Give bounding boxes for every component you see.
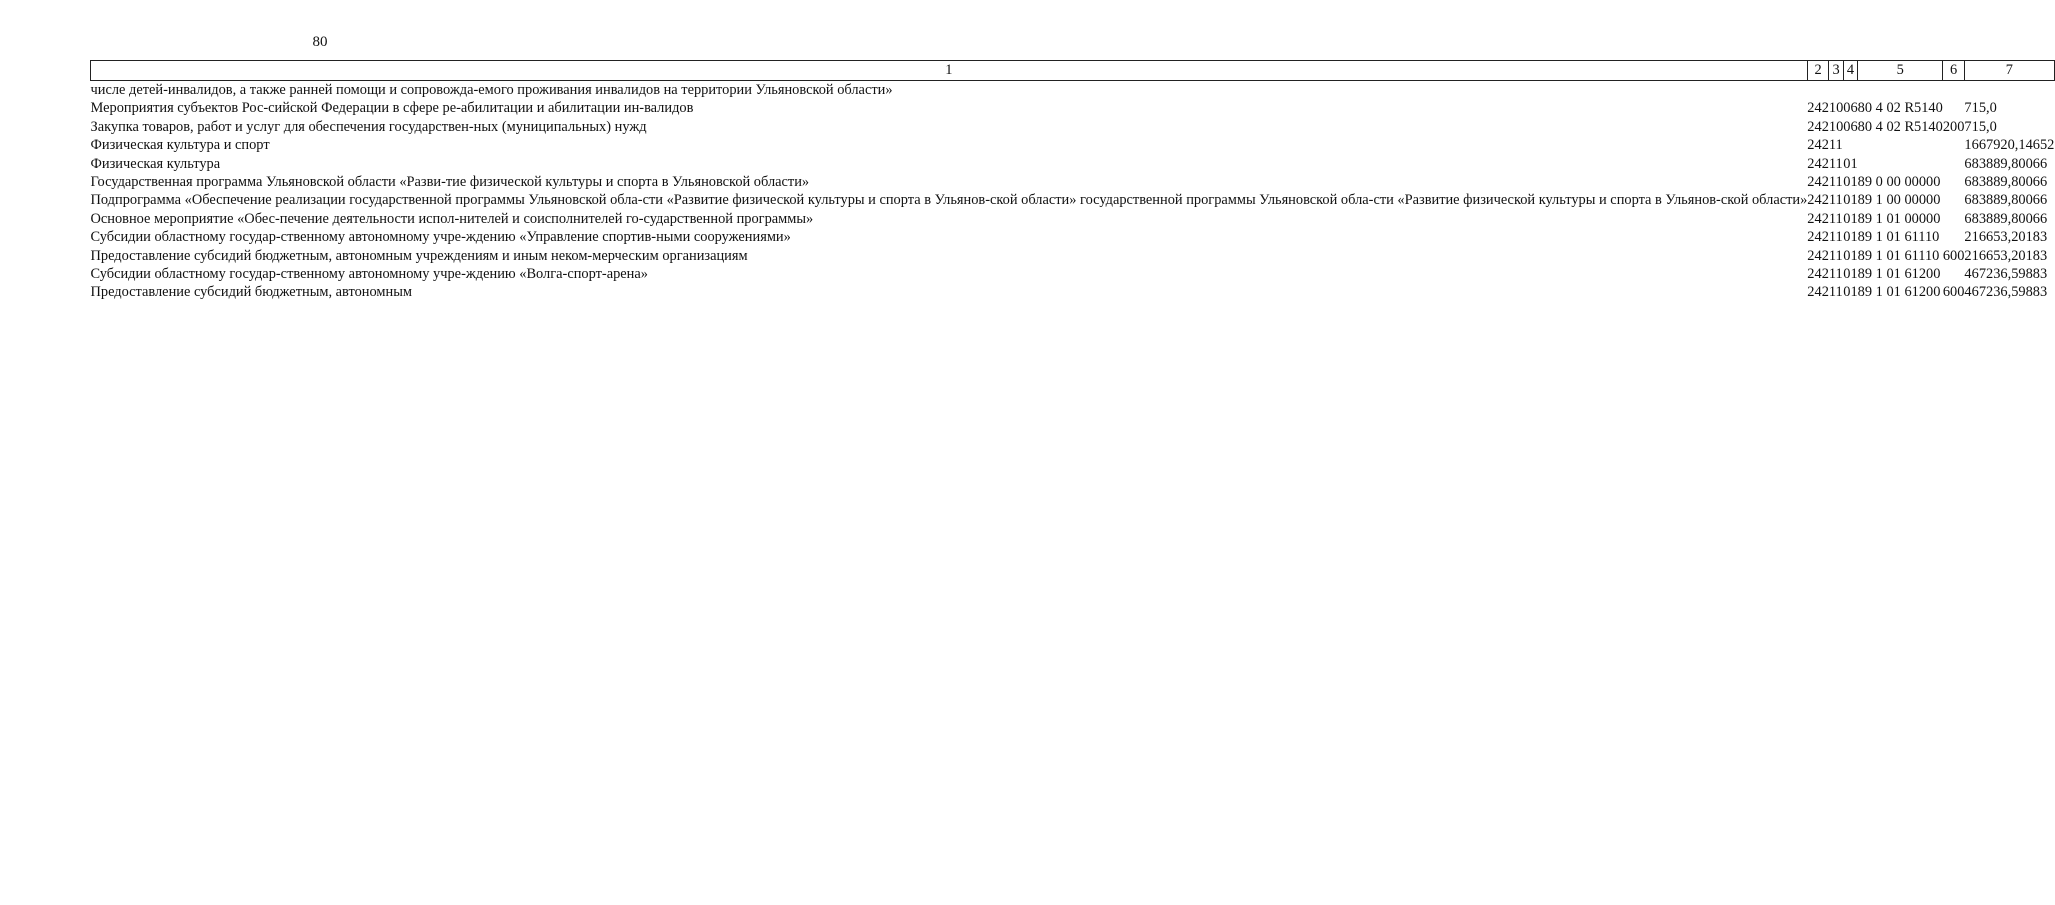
- expense-type: [1943, 136, 1965, 154]
- ministry-code: 242: [1807, 247, 1829, 264]
- table-row: [91, 247, 2055, 265]
- col-header-6: 6: [1943, 61, 1965, 81]
- col-header-5: 5: [1858, 61, 1943, 81]
- ministry-code: 242: [1807, 284, 1829, 301]
- target-article: 89 1 01 61110: [1857, 229, 1940, 246]
- section-code: 11: [1828, 229, 1843, 246]
- target-article: 89 1 01 61110: [1857, 247, 1940, 264]
- expense-type: 200: [1942, 118, 1965, 135]
- expense-type: 600: [1942, 284, 1965, 301]
- amount: 683889,80066: [1964, 155, 2048, 172]
- item-name: Мероприятия субъектов Рос-сийской Федерации в сфере ре-абилитации и абилитации ин-валидов: [90, 100, 694, 117]
- subsection-code: [1843, 81, 1857, 100]
- item-name: Субсидии областному государ-ственному автономному учре-ждению «Управление спортив-ными сооружениями»: [90, 229, 791, 246]
- amount: 683889,80066: [1964, 192, 2048, 209]
- ministry-code: 242: [1807, 229, 1829, 246]
- expense-type: [1943, 81, 1965, 100]
- table-row: [91, 228, 2055, 246]
- section-code: 11: [1828, 210, 1843, 227]
- expense-type: [1943, 155, 1965, 173]
- subsection-code: 01: [1843, 229, 1858, 246]
- item-name: Предоставление субсидий бюджетным, автономным: [90, 284, 412, 301]
- ministry-code: 242: [1807, 210, 1829, 227]
- expense-type: [1943, 173, 1965, 191]
- target-article: 80 4 02 R5140: [1857, 118, 1943, 135]
- target-article: 89 1 00 00000: [1857, 192, 1941, 209]
- subsection-code: 01: [1843, 247, 1858, 264]
- table-row: [91, 99, 2055, 117]
- subsection-code: [1843, 136, 1857, 154]
- expense-type: [1943, 265, 1965, 283]
- ministry-code: 242: [1807, 174, 1829, 191]
- target-article: [1858, 81, 1943, 100]
- amount: 467236,59883: [1964, 284, 2048, 301]
- section-code: 11: [1828, 266, 1843, 283]
- amount: 1667920,14652: [1964, 137, 2055, 154]
- subsection-code: 01: [1843, 210, 1858, 227]
- section-code: 10: [1828, 118, 1844, 135]
- amount: 216653,20183: [1964, 229, 2048, 246]
- table-row: [91, 210, 2055, 228]
- col-header-1: 1: [91, 61, 1808, 81]
- col-header-2: 2: [1807, 61, 1829, 81]
- ministry-code: 242: [1807, 155, 1829, 172]
- ministry-code: [1807, 81, 1829, 100]
- amount: 715,0: [1964, 100, 1997, 117]
- subsection-code: 01: [1843, 174, 1858, 191]
- subsection-code: 01: [1843, 266, 1858, 283]
- ministry-code: 242: [1807, 192, 1829, 209]
- target-article: 89 1 01 00000: [1857, 210, 1941, 227]
- table-row: [91, 81, 2055, 100]
- col-header-3: 3: [1829, 61, 1843, 81]
- target-article: [1858, 155, 1943, 173]
- item-name: Основное мероприятие «Обес-печение деятельности испол-нителей и соисполнителей го-сударственной программы»: [90, 210, 814, 227]
- table-row: [91, 118, 2055, 136]
- col-header-7: 7: [1964, 61, 2054, 81]
- target-article: 89 0 00 00000: [1857, 174, 1941, 191]
- table-row: [91, 136, 2055, 154]
- amount: 683889,80066: [1964, 210, 2048, 227]
- item-name: Субсидии областному государ-ственному автономному учре-ждению «Волга-спорт-арена»: [90, 266, 648, 283]
- table-row: [91, 155, 2055, 173]
- ministry-code: 242: [1807, 118, 1829, 135]
- amount: 683889,80066: [1964, 174, 2048, 191]
- budget-table: [90, 60, 2055, 302]
- subsection-code: 06: [1843, 100, 1858, 117]
- subsection-code: 01: [1843, 192, 1858, 209]
- expense-type: 600: [1942, 247, 1965, 264]
- item-name: Подпрограмма «Обеспечение реализации государственной программы Ульяновской обла-сти «Развитие физической культуры и спорта в Ульянов-ской области» государственной программы Ульяновской обла-сти «Развитие физической культуры и спорта в Ульянов-ской области»: [90, 192, 1808, 209]
- section-code: 11: [1828, 247, 1843, 264]
- amount: 467236,59883: [1964, 266, 2048, 283]
- section-code: 11: [1828, 174, 1843, 191]
- subsection-code: 06: [1843, 118, 1858, 135]
- col-header-4: 4: [1843, 61, 1857, 81]
- target-article: [1858, 136, 1943, 154]
- section-code: 11: [1828, 137, 1843, 154]
- item-name: Государственная программа Ульяновской области «Разви-тие физической культуры и спорта в Ульяновской области»: [90, 174, 810, 191]
- ministry-code: 242: [1807, 100, 1829, 117]
- expense-type: [1943, 210, 1965, 228]
- table-row: [91, 283, 2055, 301]
- table-header-row: [91, 61, 2055, 81]
- item-name: Закупка товаров, работ и услуг для обеспечения государствен-ных (муниципальных) нужд: [90, 118, 647, 135]
- section-code: 10: [1828, 100, 1844, 117]
- amount: 216653,20183: [1964, 247, 2048, 264]
- item-name: Физическая культура и спорт: [90, 137, 270, 154]
- table-row: [91, 173, 2055, 191]
- item-name: числе детей-инвалидов, а также ранней помощи и сопровожда-емого проживания инвалидов на территории Ульяновской области»: [90, 82, 893, 98]
- section-code: 11: [1828, 155, 1843, 172]
- section-code: 11: [1828, 284, 1843, 301]
- ministry-code: 242: [1807, 266, 1829, 283]
- table-row: [91, 265, 2055, 283]
- target-article: 89 1 01 61200: [1857, 266, 1941, 283]
- page-number: 80: [312, 34, 328, 50]
- table-row: [91, 191, 2055, 209]
- subsection-code: 01: [1843, 284, 1858, 301]
- item-name: Физическая культура: [90, 155, 221, 172]
- amount: [1964, 81, 2054, 100]
- subsection-code: 01: [1843, 155, 1858, 172]
- section-code: [1829, 81, 1843, 100]
- target-article: 80 4 02 R5140: [1857, 100, 1943, 117]
- expense-type: [1943, 99, 1965, 117]
- amount: 715,0: [1964, 118, 1997, 135]
- section-code: 11: [1828, 192, 1843, 209]
- expense-type: [1943, 191, 1965, 209]
- item-name: Предоставление субсидий бюджетным, автономным учреждениям и иным неком-мерческим организациям: [90, 247, 748, 264]
- expense-type: [1943, 228, 1965, 246]
- target-article: 89 1 01 61200: [1857, 284, 1941, 301]
- ministry-code: 242: [1807, 137, 1829, 154]
